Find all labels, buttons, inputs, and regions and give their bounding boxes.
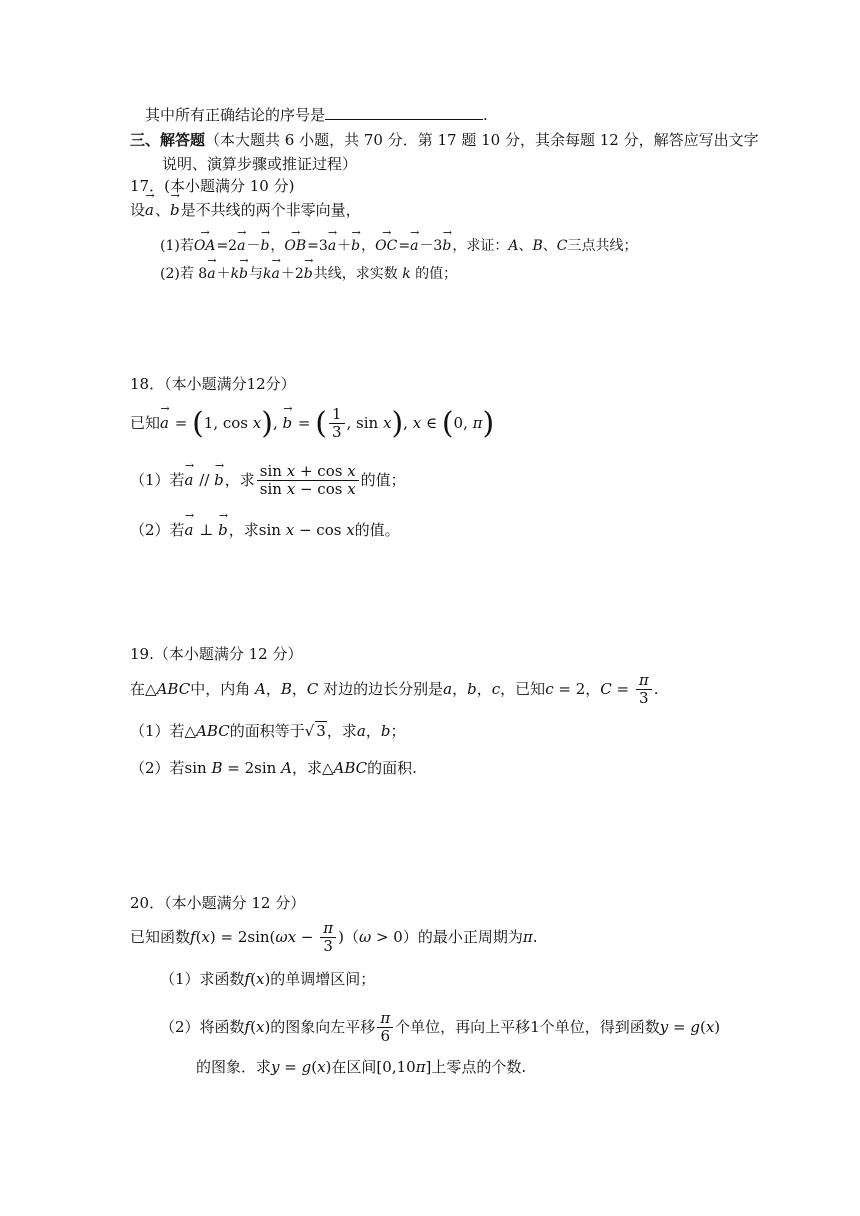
answer-blank xyxy=(325,105,483,120)
problem-20-q1: （1）求函数f(x)的单调增区间； xyxy=(160,970,376,988)
problem-17-q2: (2)若 8→ a＋k→ b与k→ a＋2→ b共线，求实数 k 的值； xyxy=(160,266,457,284)
problem-19-title: 19.（本小题满分 12 分） xyxy=(130,645,303,663)
problem-20-title: 20．（本小题满分 12 分） xyxy=(130,894,306,912)
problem-20-q2-cont: 的图象．求y = g(x)在区间[0,10π]上零点的个数. xyxy=(196,1058,527,1076)
problem-19-text: 在△ABC中，内角 A，B，C 对边的边长分别是a，b，c，已知c = 2，C = $\frac{\pi}{3}$ . xyxy=(130,671,659,708)
section-header xyxy=(130,131,759,150)
intro-line: 其中所有正确结论的序号是 . xyxy=(145,106,488,124)
problem-18-q2: （2）若→ a ⊥ → b，求sin x − cos x的值。 xyxy=(130,521,400,540)
problem-19-q2: （2）若sin B = 2sin A，求△ABC的面积. xyxy=(130,759,417,777)
problem-17-q1: (1)若→ OA=2→ a－→ b，→ OB=3→ a＋→ b，→ OC=→ a－3→ b，求证：A、B、C三点共线； xyxy=(160,238,637,256)
problem-18-title: 18．（本小题满分12分） xyxy=(130,375,296,393)
section-label: 三、解答题 xyxy=(130,131,206,149)
section-text-2: 说明、演算步骤或推证过程） xyxy=(162,155,358,173)
problem-18-given: 已知→ a = (1, cos x), → b = ( $\frac{1}{3}$ , sin x), x ∈ (0, π) xyxy=(130,406,494,442)
problem-17-title: 17．(本小题满分 10 分) xyxy=(130,177,295,195)
problem-18-q1: （1）若→ a // → b，求 $\frac{\text{sin x + cos x}}{\text{sin x − cos x}}$ 的值； xyxy=(130,463,406,499)
problem-20-q2: （2）将函数f(x)的图象向左平移 $\frac{\pi}{6}$ 个单位，再向上平移1个单位，得到函数y = g(x) xyxy=(160,1009,721,1046)
intro-text: 其中所有正确结论的序号是 xyxy=(145,106,326,124)
problem-19-q1: （1）若△ABC的面积等于√ 3，求a，b； xyxy=(130,722,406,740)
problem-20-text: 已知函数f(x) = 2sin(ωx − $\frac{\pi}{3}$ )（ω > 0）的最小正周期为π. xyxy=(130,919,538,956)
problem-17-intro: 设→ a、→ b是不共线的两个非零向量， xyxy=(130,201,361,220)
section-text-1: （本大题共 6 小题，共 70 分．第 17 题 10 分，其余每题 12 分，解答应写出文字 xyxy=(205,131,759,149)
